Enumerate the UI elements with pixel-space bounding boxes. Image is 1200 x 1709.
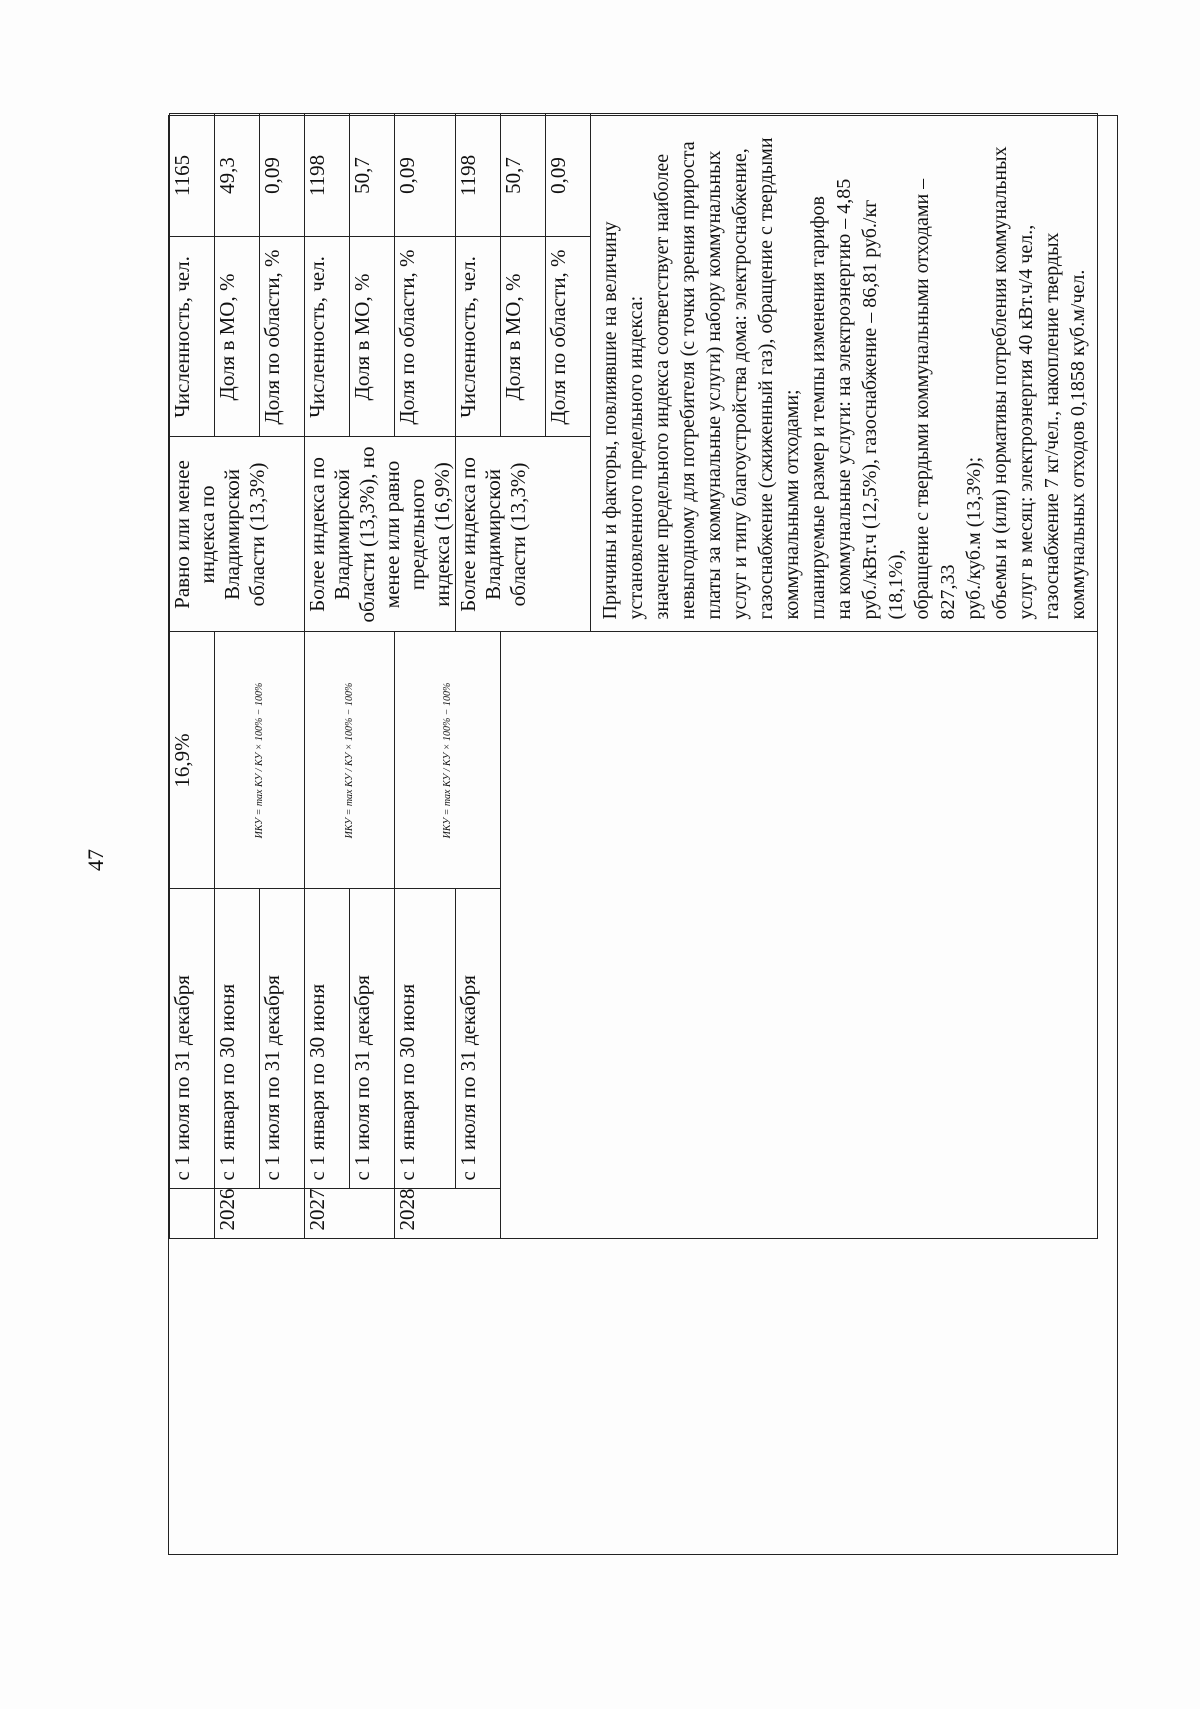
note-line: значение предельного индекса соответствует наиболее [651,153,673,620]
note-line: обращение с твердыми коммунальными отходами – 827,33 [911,178,959,620]
value-2027-count: 1198 [305,114,350,237]
note-line: объемы и (или) нормативы потребления коммунальных [989,146,1011,620]
note-line: планируемые размер и темпы изменения тарифов [807,196,829,620]
value-2028-region: 0,09 [546,114,591,237]
value-2026-region: 0,09 [260,114,305,237]
condition-2026: Равно или менее индекса по Владимирской области (13,3%) [170,437,305,632]
formula-2026: ИКУ = max КУ / КУ × 100% − 100% [215,632,305,889]
value-2026-mo: 49,3 [215,114,260,237]
rotated-table-sheet [168,115,1118,1555]
metric-2026-mo: Доля в МО, % [215,237,260,437]
value-cell: 1165 [170,114,215,237]
period-2027-h1: с 1 января по 30 июня [305,889,350,1189]
note-line: платы за коммунальные услуги) набору коммунальных [703,150,725,620]
period-2028-h2: с 1 июля по 31 декабря [456,889,501,1189]
note-line: на коммунальные услуги: на электроэнергию – 4,85 [833,178,855,620]
index-cell: 16,9% [170,632,215,889]
metric-2028-count: Численность, чел. [456,237,501,437]
value-2027-region: 0,09 [395,114,456,237]
year-cell-empty [170,1189,215,1239]
left-blank-column [170,1239,1098,1554]
formula-2028: ИКУ = max КУ / КУ × 100% − 100% [395,632,501,889]
period-2026-h1: с 1 января по 30 июня [215,889,260,1189]
formula-2027: ИКУ = max КУ / КУ × 100% − 100% [305,632,395,889]
page-number: 47 [83,849,108,871]
value-2028-mo: 50,7 [501,114,546,237]
year-2028: 2028 [395,1189,501,1239]
note-line: услуг в месяц: электроэнергия 40 кВт.ч/4 чел., [1015,224,1037,620]
condition-2028: Более индекса по Владимирской области (13,3%) [456,437,591,632]
value-2027-mo: 50,7 [350,114,395,237]
period-2028-h1: с 1 января по 30 июня [395,889,456,1189]
note-line: коммунальными отходами; [781,389,803,620]
year-2027: 2027 [305,1189,395,1239]
year-2026: 2026 [215,1189,305,1239]
metric-cell: Численность, чел. [170,237,215,437]
note-line: установленного предельного индекса: [625,295,647,620]
note-line: руб./кВт.ч (12,5%), газоснабжение – 86,81 руб./кг (18,1%), [859,199,907,620]
period-2027-h2: с 1 июля по 31 декабря [350,889,395,1189]
metric-2027-region: Доля по области, % [395,237,456,437]
period-cell: с 1 июля по 31 декабря [170,889,215,1189]
metric-2027-count: Численность, чел. [305,237,350,437]
note-line: услуг и типу благоустройства дома: электроснабжение, [729,148,751,620]
note-line: невыгодному для потребителя (с точки зрения прироста [677,141,699,620]
note-line: руб./куб.м (13,3%); [963,456,985,620]
value-2028-count: 1198 [456,114,501,237]
note-line: коммунальных отходов 0,1858 куб.м/чел. [1067,269,1089,620]
note-text [597,127,1091,620]
period-2026-h2: с 1 июля по 31 декабря [260,889,305,1189]
condition-2027: Более индекса по Владимирской области (13,3%), но менее или равно предельного индекса (16,9%) [305,437,456,632]
note-line: Причины и факторы, повлиявшие на величину [599,221,621,620]
note-line: газоснабжение (сжиженный газ), обращение с твердыми [755,137,777,620]
index-table [169,114,1098,1555]
factors-note [591,114,1098,632]
note-line: газоснабжение 7 кг/чел., накопление твердых [1041,232,1063,620]
metric-2026-region: Доля по области, % [260,237,305,437]
empty-block [501,632,1098,1239]
metric-2027-mo: Доля в МО, % [350,237,395,437]
metric-2028-mo: Доля в МО, % [501,237,546,437]
metric-2028-region: Доля по области, % [546,237,591,437]
